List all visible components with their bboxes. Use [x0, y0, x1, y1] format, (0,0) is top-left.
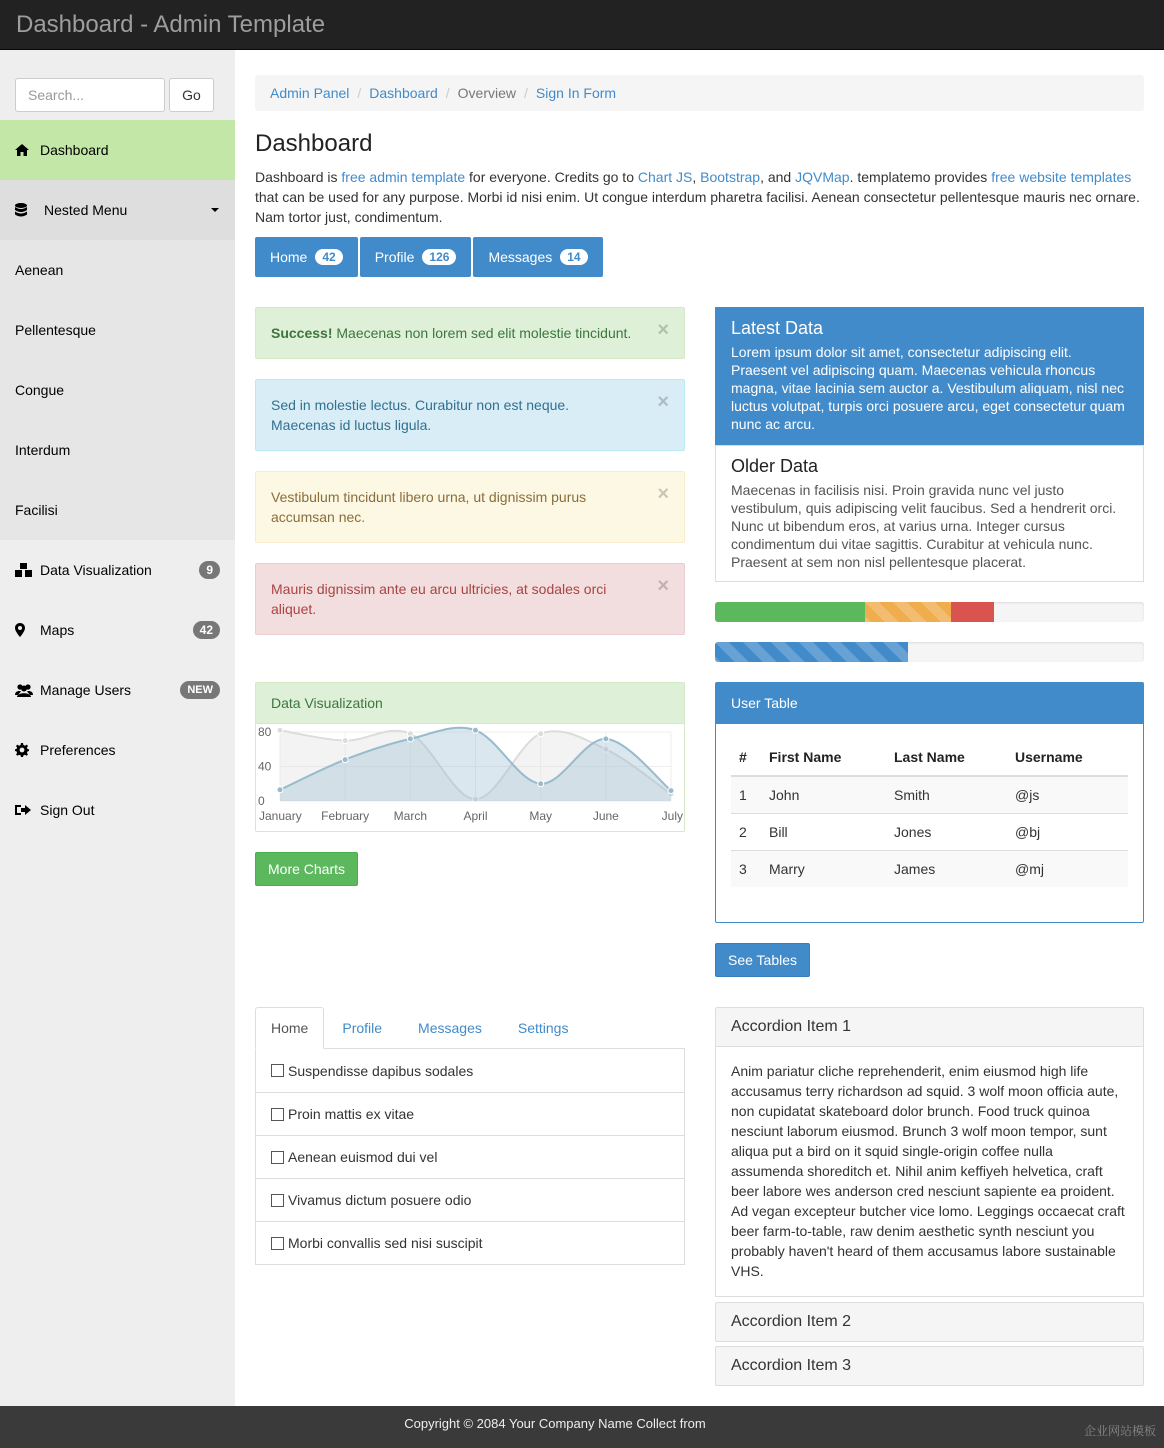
free-website-templates-link[interactable]: free website templates	[991, 169, 1132, 185]
todo-label: Morbi convallis sed nisi suscipit	[288, 1235, 483, 1251]
alert-text: Vestibulum tincidunt libero urna, ut dignissim purus accumsan nec.	[271, 489, 587, 525]
pill-badge: 42	[315, 249, 342, 265]
list-item	[256, 1049, 684, 1092]
sidebar-subitem-pellentesque[interactable]	[0, 300, 235, 360]
user-table-panel	[715, 682, 1144, 923]
data-point	[407, 736, 413, 742]
breadcrumb-separator: /	[357, 85, 362, 101]
intro-text: Dashboard is	[255, 169, 342, 185]
user-table-title: User Table	[716, 683, 1143, 724]
x-tick-label: March	[393, 809, 428, 823]
user-table	[731, 738, 1128, 887]
sidebar-item-maps[interactable]	[0, 600, 235, 660]
table-cell: 1	[731, 776, 761, 813]
pill-badge: 14	[560, 249, 587, 265]
jqvmap-link[interactable]: JQVMap	[795, 169, 850, 185]
data-point	[473, 727, 479, 733]
data-point	[342, 738, 348, 744]
checkbox[interactable]	[271, 1237, 284, 1250]
x-tick-label: January	[259, 809, 302, 823]
home-icon	[15, 144, 40, 156]
list-item	[256, 1221, 684, 1264]
table-cell: @mj	[1007, 850, 1128, 887]
list-item	[256, 1092, 684, 1135]
older-data-text: Maecenas in facilisis nisi. Proin gravida nunc vel justo vestibulum, quis adipiscing velit faucibus. Sed a hendrerit orci. Nunc ut bibendum eros, at varius urna. Integer cursus condimentum dui vitae sagittis. Curabitur at vehicula nunc. Praesent at sem non nisl pellentesque placerat.	[731, 482, 1117, 570]
todo-label: Proin mattis ex vitae	[288, 1106, 415, 1122]
table-cell: Bill	[761, 813, 886, 850]
todo-label: Suspendisse dapibus sodales	[288, 1062, 474, 1079]
column-header: Last Name	[886, 738, 1007, 776]
close-icon[interactable]: ×	[657, 391, 669, 413]
table-row	[731, 776, 1128, 813]
cubes-icon	[15, 563, 40, 577]
table-cell: @js	[1007, 776, 1128, 813]
footer-copyright: Copyright © 2084 Your Company Name Collect from	[404, 1416, 706, 1431]
pill-badge: 126	[422, 249, 456, 265]
sidebar-subitem-facilisi[interactable]	[0, 480, 235, 540]
y-tick-label: 40	[258, 759, 272, 774]
pill-home[interactable]	[255, 237, 358, 277]
success-alert	[255, 307, 685, 359]
close-icon[interactable]: ×	[657, 319, 669, 341]
data-point	[342, 757, 348, 763]
column-header: Username	[1007, 738, 1128, 776]
tab-messages[interactable]: Messages	[418, 1020, 482, 1036]
alert-text: Sed in molestie lectus. Curabitur non est neque. Maecenas id luctus ligula.	[271, 397, 570, 433]
pill-messages[interactable]	[473, 237, 602, 277]
pill-label: Home	[270, 249, 308, 265]
x-tick-label: June	[592, 809, 619, 823]
latest-data-text: Lorem ipsum dolor sit amet, consectetur adipiscing elit. Praesent vel adipiscing quam. Maecenas vehicula rhoncus magna, vitae lacinia sem auctor a. Vestibulum aliquam, nisl nec luctus volutpat, turpis orci posuere arcu, eget consectetur quam nunc ac arcu.	[731, 344, 1125, 432]
sign-out-icon	[15, 804, 40, 816]
breadcrumb-dashboard[interactable]: Dashboard	[369, 85, 438, 101]
older-data-item[interactable]	[715, 445, 1144, 582]
table-cell: 3	[731, 850, 761, 887]
data-point	[277, 727, 283, 733]
alert-text: Mauris dignissim ante eu arcu ultricies, at sodales orci aliquet.	[271, 581, 607, 617]
accordion-item-2-header[interactable]: Accordion Item 2	[715, 1302, 1144, 1342]
chart-panel	[255, 682, 685, 832]
page-title: Dashboard	[255, 130, 373, 157]
x-tick-label: February	[321, 809, 370, 823]
sidebar	[0, 50, 235, 1406]
todo-list	[255, 1049, 685, 1265]
close-icon[interactable]: ×	[657, 483, 669, 505]
accordion-item-1-body: Anim pariatur cliche reprehenderit, enim eiusmod high life accusamus terry richardson ad squid. 3 wolf moon officia aute, non cupidatat skateboard dolor brunch. Food truck quinoa nesciunt laborum eiusmod. Brunch 3 wolf moon tempor, sunt aliqua put a bird on it squid single-origin coffee nulla assumenda shoreditch et. Nihil anim keffiyeh helvetica, craft beer labore wes anderson cred nesciunt sapiente ea proident. Ad vegan excepteur butcher vice lomo. Leggings occaecat craft beer farm-to-table, raw denim aesthetic synth nesciunt you probably haven't heard of them accusamus labore sustainable VHS.	[715, 1046, 1144, 1297]
intro-text: ,	[692, 169, 701, 185]
footer	[0, 1406, 1164, 1448]
breadcrumb-separator: /	[524, 85, 528, 101]
progress-segment-warning	[865, 602, 951, 622]
sidebar-item-preferences[interactable]	[0, 720, 235, 780]
accordion-item-1-header[interactable]: Accordion Item 1	[715, 1007, 1144, 1047]
sidebar-item-dashboard[interactable]	[0, 120, 235, 180]
sidebar-item-sign-out[interactable]	[0, 780, 235, 840]
tab-profile[interactable]: Profile	[342, 1020, 383, 1036]
breadcrumb-admin-panel[interactable]: Admin Panel	[270, 85, 350, 101]
sidebar-subitem-congue[interactable]	[0, 360, 235, 420]
pill-label: Profile	[374, 249, 415, 265]
breadcrumb-sign-in-form[interactable]: Sign In Form	[535, 85, 617, 101]
sidebar-item-label: Dashboard	[40, 142, 109, 158]
checkbox[interactable]	[271, 1151, 284, 1164]
intro-text: for everyone. Credits go to	[465, 169, 638, 185]
sidebar-item-label: Interdum	[15, 442, 71, 458]
table-cell: James	[886, 850, 1007, 887]
tab-bar	[255, 1007, 685, 1049]
table-cell: 2	[731, 813, 761, 850]
progress-segment-success	[715, 602, 865, 622]
table-cell: @bj	[1007, 813, 1128, 850]
breadcrumb-overview: Overview	[457, 85, 517, 101]
breadcrumb	[255, 75, 1144, 111]
data-point	[277, 787, 283, 793]
table-cell: John	[761, 776, 886, 813]
sidebar-item-nested-menu[interactable]	[0, 180, 235, 240]
info-alert	[255, 379, 685, 451]
tab-home[interactable]: Home	[255, 1007, 324, 1049]
x-tick-label: May	[529, 809, 553, 823]
x-tick-label: April	[463, 809, 488, 823]
danger-alert	[255, 563, 685, 635]
sidebar-item-label: Data Visualization	[40, 562, 152, 578]
series-area	[280, 728, 671, 801]
nav-pills	[255, 237, 605, 277]
list-item	[256, 1178, 684, 1221]
list-item	[256, 1135, 684, 1178]
sidebar-subitem-aenean[interactable]	[0, 240, 235, 300]
brand-title[interactable]: Dashboard - Admin Template	[16, 11, 326, 38]
gear-icon	[15, 743, 40, 757]
todo-label: Vivamus dictum posuere odio	[288, 1192, 472, 1208]
intro-text: that can be used for any purpose. Morbi id nisi enim. Ut congue interdum pharetra facilisi. Aenean consectetur pellentesque mauris nec ornare. Nam tortor just, condimentum.	[255, 189, 1140, 225]
count-badge: 42	[193, 621, 220, 639]
map-marker-icon	[15, 623, 40, 637]
users-icon	[15, 684, 40, 697]
chart-panel-title: Data Visualization	[256, 683, 684, 724]
table-cell: Jones	[886, 813, 1007, 850]
checkbox[interactable]	[271, 1108, 284, 1121]
warning-alert	[255, 471, 685, 543]
table-header-row	[731, 738, 1128, 776]
footer-watermark: 企业网站模板	[1083, 1424, 1156, 1438]
y-tick-label: 80	[258, 725, 272, 739]
sidebar-item-label: Congue	[15, 382, 65, 398]
data-point	[603, 736, 609, 742]
count-badge: 9	[199, 561, 220, 579]
go-button[interactable]: Go	[169, 78, 214, 112]
chartjs-link[interactable]: Chart JS	[637, 169, 693, 185]
data-point	[538, 731, 544, 737]
top-navbar	[0, 0, 1164, 50]
stacked-progress-bar	[715, 602, 1144, 622]
table-cell: Smith	[886, 776, 1007, 813]
intro-text: , and	[760, 169, 796, 185]
bootstrap-link[interactable]: Bootstrap	[700, 169, 761, 185]
progress-segment-primary	[715, 642, 908, 662]
data-point	[668, 788, 674, 794]
latest-data-item[interactable]	[715, 307, 1144, 445]
free-admin-template-link[interactable]: free admin template	[341, 169, 466, 185]
progress-segment-danger	[951, 602, 994, 622]
search-input[interactable]	[15, 78, 165, 112]
y-tick-label: 0	[258, 794, 265, 808]
intro-paragraph	[255, 167, 1145, 227]
sidebar-item-label: Maps	[40, 622, 75, 638]
column-header: #	[731, 738, 761, 776]
sidebar-item-manage-users[interactable]	[0, 660, 235, 720]
striped-progress-bar	[715, 642, 1144, 662]
table-row	[731, 850, 1128, 887]
close-icon[interactable]: ×	[657, 575, 669, 597]
tab-settings[interactable]: Settings	[517, 1020, 569, 1036]
column-header: First Name	[761, 738, 886, 776]
sidebar-item-label: Pellentesque	[15, 322, 96, 338]
table-cell: Marry	[761, 850, 886, 887]
data-point	[538, 781, 544, 787]
older-data-title: Older Data	[731, 456, 819, 476]
alert-strong: Success!	[271, 325, 333, 341]
intro-text: . templatemo provides	[849, 169, 992, 185]
breadcrumb-separator: /	[445, 85, 450, 101]
checkbox[interactable]	[271, 1194, 284, 1207]
sidebar-subitem-interdum[interactable]	[0, 420, 235, 480]
pill-label: Messages	[488, 249, 553, 265]
alert-text: Maecenas non lorem sed elit molestie tincidunt.	[332, 325, 632, 341]
checkbox[interactable]	[271, 1064, 284, 1077]
accordion-item-3-header[interactable]: Accordion Item 3	[715, 1346, 1144, 1386]
line-chart	[256, 724, 684, 831]
todo-label: Aenean euismod dui vel	[288, 1149, 438, 1165]
database-icon	[15, 203, 44, 217]
sidebar-item-label: Aenean	[15, 262, 64, 278]
table-row	[731, 813, 1128, 850]
new-badge: NEW	[180, 681, 220, 699]
more-charts-button[interactable]: More Charts	[255, 852, 358, 886]
see-tables-button[interactable]: See Tables	[715, 943, 810, 977]
x-tick-label: July	[661, 809, 683, 823]
sidebar-item-label: Manage Users	[40, 682, 132, 698]
pill-profile[interactable]	[360, 237, 472, 277]
sidebar-item-label: Preferences	[40, 742, 116, 758]
caret-down-icon	[211, 208, 219, 212]
sidebar-item-label: Facilisi	[15, 502, 58, 518]
sidebar-item-label: Sign Out	[40, 802, 95, 818]
sidebar-item-label: Nested Menu	[44, 202, 128, 218]
latest-data-title: Latest Data	[731, 318, 824, 338]
sidebar-item-data-visualization[interactable]	[0, 540, 235, 600]
